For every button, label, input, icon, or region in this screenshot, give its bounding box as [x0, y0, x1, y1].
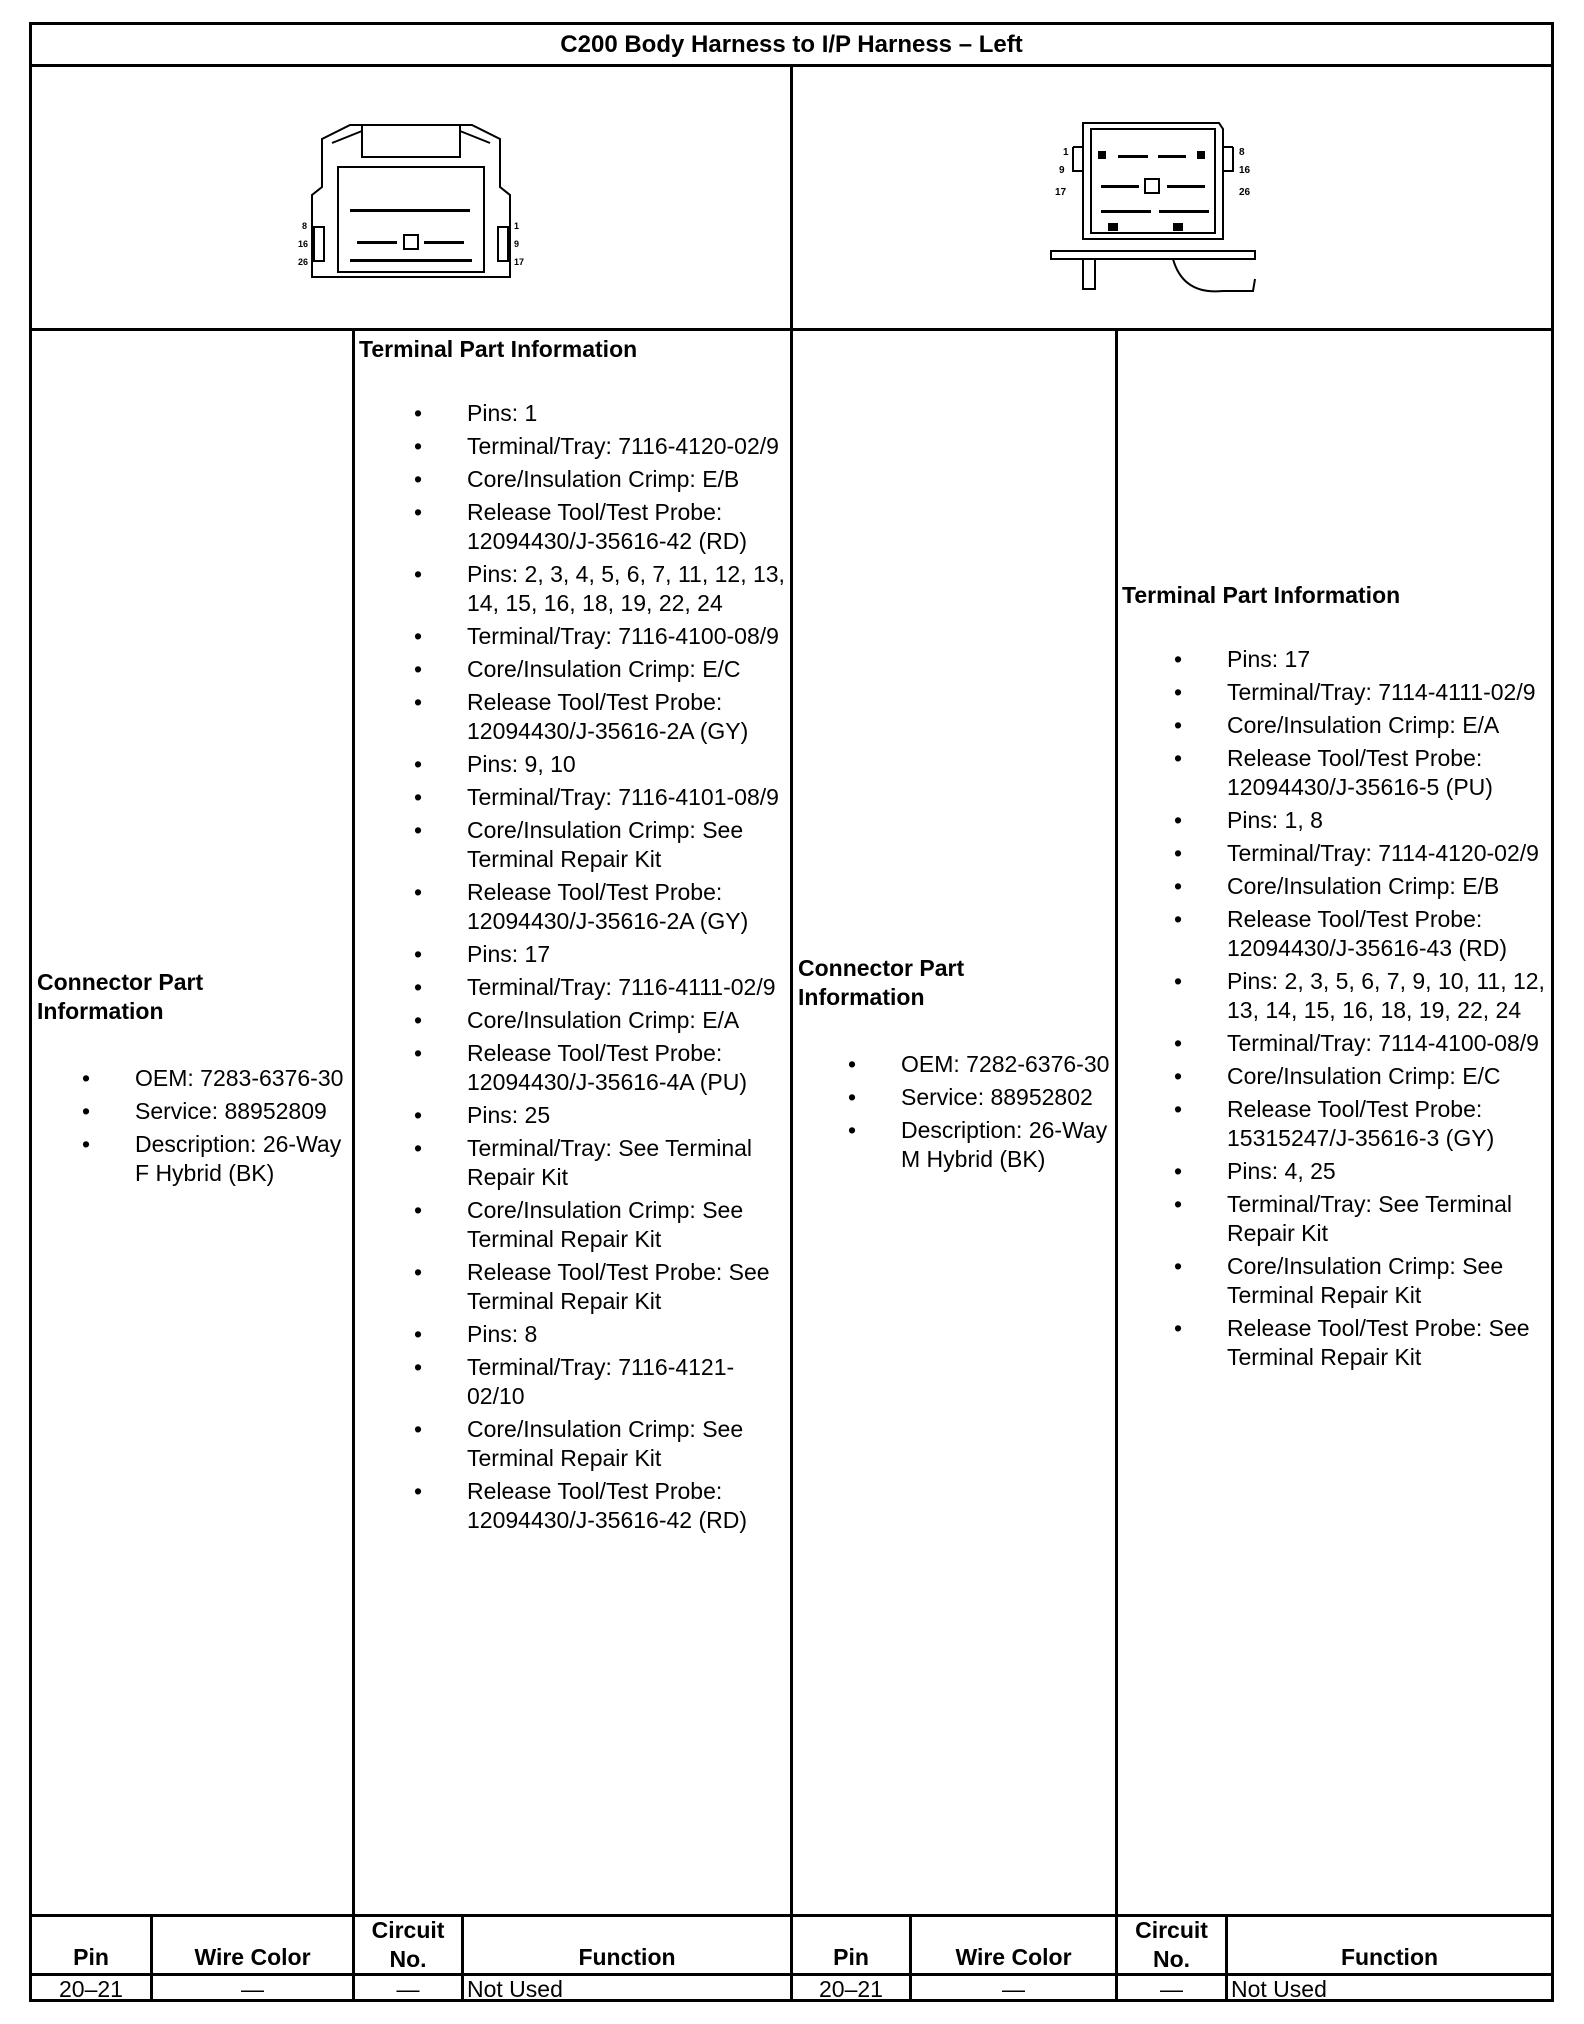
pin-label: 9: [514, 239, 520, 249]
terminal-item: • Release Tool/Test Probe: See Terminal Repair Kit: [414, 1258, 785, 1316]
terminal-item: • Core/Insulation Crimp: E/B: [1174, 872, 1548, 901]
terminal-item: • Terminal/Tray: 7116-4100-08/9: [414, 622, 785, 651]
page-title: C200 Body Harness to I/P Harness – Left: [32, 25, 1551, 67]
terminal-item: • Terminal/Tray: 7116-4111-02/9: [414, 973, 785, 1002]
pin-label: 17: [514, 257, 525, 267]
terminal-item: • Pins: 2, 3, 4, 5, 6, 7, 11, 12, 13, 14, 15, 16, 18, 19, 22, 24: [414, 560, 785, 618]
divider: [1115, 328, 1118, 2002]
terminal-group: [1174, 967, 1548, 1153]
wire-color-header: Wire Color: [194, 1944, 311, 1970]
pin-label: 8: [1239, 147, 1245, 158]
left-connector-figure: [32, 67, 790, 328]
terminal-info-heading: Terminal Part Information: [1122, 582, 1401, 608]
left-terminal-info: [359, 336, 789, 1539]
divider: [790, 67, 793, 2002]
connector-info-item: • OEM: 7283-6376-30: [82, 1064, 349, 1093]
terminal-item: • Terminal/Tray: 7114-4111-02/9: [1174, 678, 1548, 707]
pin-label: 16: [298, 239, 309, 249]
terminal-item: • Release Tool/Test Probe: 12094430/J-35616-4A (PU): [414, 1039, 785, 1097]
terminal-item: • Pins: 9, 10: [414, 750, 785, 779]
wire-color-header: Wire Color: [955, 1944, 1072, 1970]
function-header: Function: [1340, 1944, 1439, 1970]
terminal-group: [1174, 645, 1548, 802]
terminal-item: • Terminal/Tray: 7116-4101-08/9: [414, 783, 785, 812]
terminal-item: • Pins: 17: [414, 940, 785, 969]
terminal-info-heading: Terminal Part Information: [359, 336, 638, 362]
terminal-item: • Core/Insulation Crimp: E/B: [414, 465, 785, 494]
terminal-item: • Core/Insulation Crimp: See Terminal Repair Kit: [414, 1196, 785, 1254]
terminal-item: • Core/Insulation Crimp: E/A: [1174, 711, 1548, 740]
terminal-item: • Core/Insulation Crimp: E/A: [414, 1006, 785, 1035]
function-cell: Not Used: [1231, 1976, 1327, 2002]
terminal-item: • Pins: 1: [414, 399, 785, 428]
pin-header: Pin: [73, 1944, 109, 1970]
pin-label: 9: [1059, 165, 1065, 176]
divider: [32, 1914, 1551, 1917]
terminal-item: • Release Tool/Test Probe: 12094430/J-35616-43 (RD): [1174, 905, 1548, 963]
function-cell: Not Used: [467, 1976, 563, 2002]
terminal-item: • Pins: 8: [414, 1320, 785, 1349]
terminal-group: [1174, 1157, 1548, 1372]
terminal-item: • Core/Insulation Crimp: See Terminal Repair Kit: [414, 1415, 785, 1473]
terminal-item: • Terminal/Tray: See Terminal Repair Kit: [414, 1134, 785, 1192]
connector-sheet: [29, 22, 1554, 2002]
connector-info-item: • Service: 88952802: [848, 1083, 1112, 1112]
wire-color-cell: —: [1002, 1976, 1025, 2002]
right-terminal-info: [1122, 582, 1550, 1376]
terminal-item: • Terminal/Tray: 7116-4120-02/9: [414, 432, 785, 461]
terminal-group: [414, 560, 785, 746]
pin-header: Pin: [833, 1944, 869, 1970]
terminal-group: [414, 399, 785, 556]
terminal-item: • Terminal/Tray: See Terminal Repair Kit: [1174, 1190, 1548, 1248]
terminal-item: • Pins: 17: [1174, 645, 1548, 674]
terminal-item: • Release Tool/Test Probe: 15315247/J-35616-3 (GY): [1174, 1095, 1548, 1153]
pin-label: 26: [298, 257, 309, 267]
terminal-group: [414, 940, 785, 1097]
pin-label: 8: [302, 221, 308, 231]
terminal-group: [414, 1320, 785, 1535]
pin-label: 26: [1239, 187, 1251, 198]
pin-label: 1: [514, 221, 520, 231]
connector-info-item: • Description: 26-Way M Hybrid (BK): [848, 1116, 1112, 1174]
circuit-header: Circuit No.: [371, 1917, 445, 1972]
pin-label: 17: [1055, 187, 1067, 198]
connector-info-item: • Description: 26-Way F Hybrid (BK): [82, 1130, 349, 1188]
circuit-cell: —: [396, 1976, 420, 2002]
terminal-item: • Terminal/Tray: 7114-4120-02/9: [1174, 839, 1548, 868]
connector-info-heading: Connector Part Information: [37, 969, 204, 1024]
terminal-item: • Pins: 25: [414, 1101, 785, 1130]
terminal-item: • Release Tool/Test Probe: 12094430/J-35616-2A (GY): [414, 878, 785, 936]
wire-color-cell: —: [241, 1976, 264, 2002]
circuit-cell: —: [1160, 1976, 1183, 2002]
terminal-item: • Pins: 2, 3, 5, 6, 7, 9, 10, 11, 12, 13, 14, 15, 16, 18, 19, 22, 24: [1174, 967, 1548, 1025]
terminal-item: • Core/Insulation Crimp: E/C: [1174, 1062, 1548, 1091]
terminal-item: • Terminal/Tray: 7114-4100-08/9: [1174, 1029, 1548, 1058]
terminal-item: • Release Tool/Test Probe: 12094430/J-35616-42 (RD): [414, 1477, 785, 1535]
terminal-item: • Core/Insulation Crimp: See Terminal Repair Kit: [1174, 1252, 1548, 1310]
circuit-header: Circuit No.: [1135, 1917, 1208, 1972]
right-connector-figure: [793, 67, 1551, 328]
terminal-item: • Core/Insulation Crimp: See Terminal Repair Kit: [414, 816, 785, 874]
connector-info-heading: Connector Part Information: [798, 955, 965, 1010]
terminal-item: • Terminal/Tray: 7116-4121-02/10: [414, 1353, 785, 1411]
terminal-group: [414, 750, 785, 936]
pin-label: 16: [1239, 165, 1251, 176]
female-connector-drawing: [32, 67, 790, 328]
right-connector-info: [798, 954, 1112, 1178]
connector-info-item: • Service: 88952809: [82, 1097, 349, 1126]
divider: [352, 328, 355, 2002]
terminal-item: • Release Tool/Test Probe: 12094430/J-35616-42 (RD): [414, 498, 785, 556]
terminal-item: • Pins: 1, 8: [1174, 806, 1548, 835]
terminal-item: • Core/Insulation Crimp: E/C: [414, 655, 785, 684]
pin-label: 1: [1063, 147, 1069, 158]
divider: [32, 328, 1551, 331]
left-connector-info: [37, 968, 349, 1192]
terminal-item: • Release Tool/Test Probe: 12094430/J-35616-5 (PU): [1174, 744, 1548, 802]
function-header: Function: [578, 1944, 676, 1970]
pin-cell: 20–21: [59, 1976, 123, 2002]
connector-info-item: • OEM: 7282-6376-30: [848, 1050, 1112, 1079]
terminal-item: • Release Tool/Test Probe: See Terminal Repair Kit: [1174, 1314, 1548, 1372]
pin-cell: 20–21: [819, 1976, 883, 2002]
terminal-item: • Pins: 4, 25: [1174, 1157, 1548, 1186]
terminal-group: [1174, 806, 1548, 963]
male-connector-drawing: [793, 67, 1551, 328]
terminal-item: • Release Tool/Test Probe: 12094430/J-35616-2A (GY): [414, 688, 785, 746]
terminal-group: [414, 1101, 785, 1316]
